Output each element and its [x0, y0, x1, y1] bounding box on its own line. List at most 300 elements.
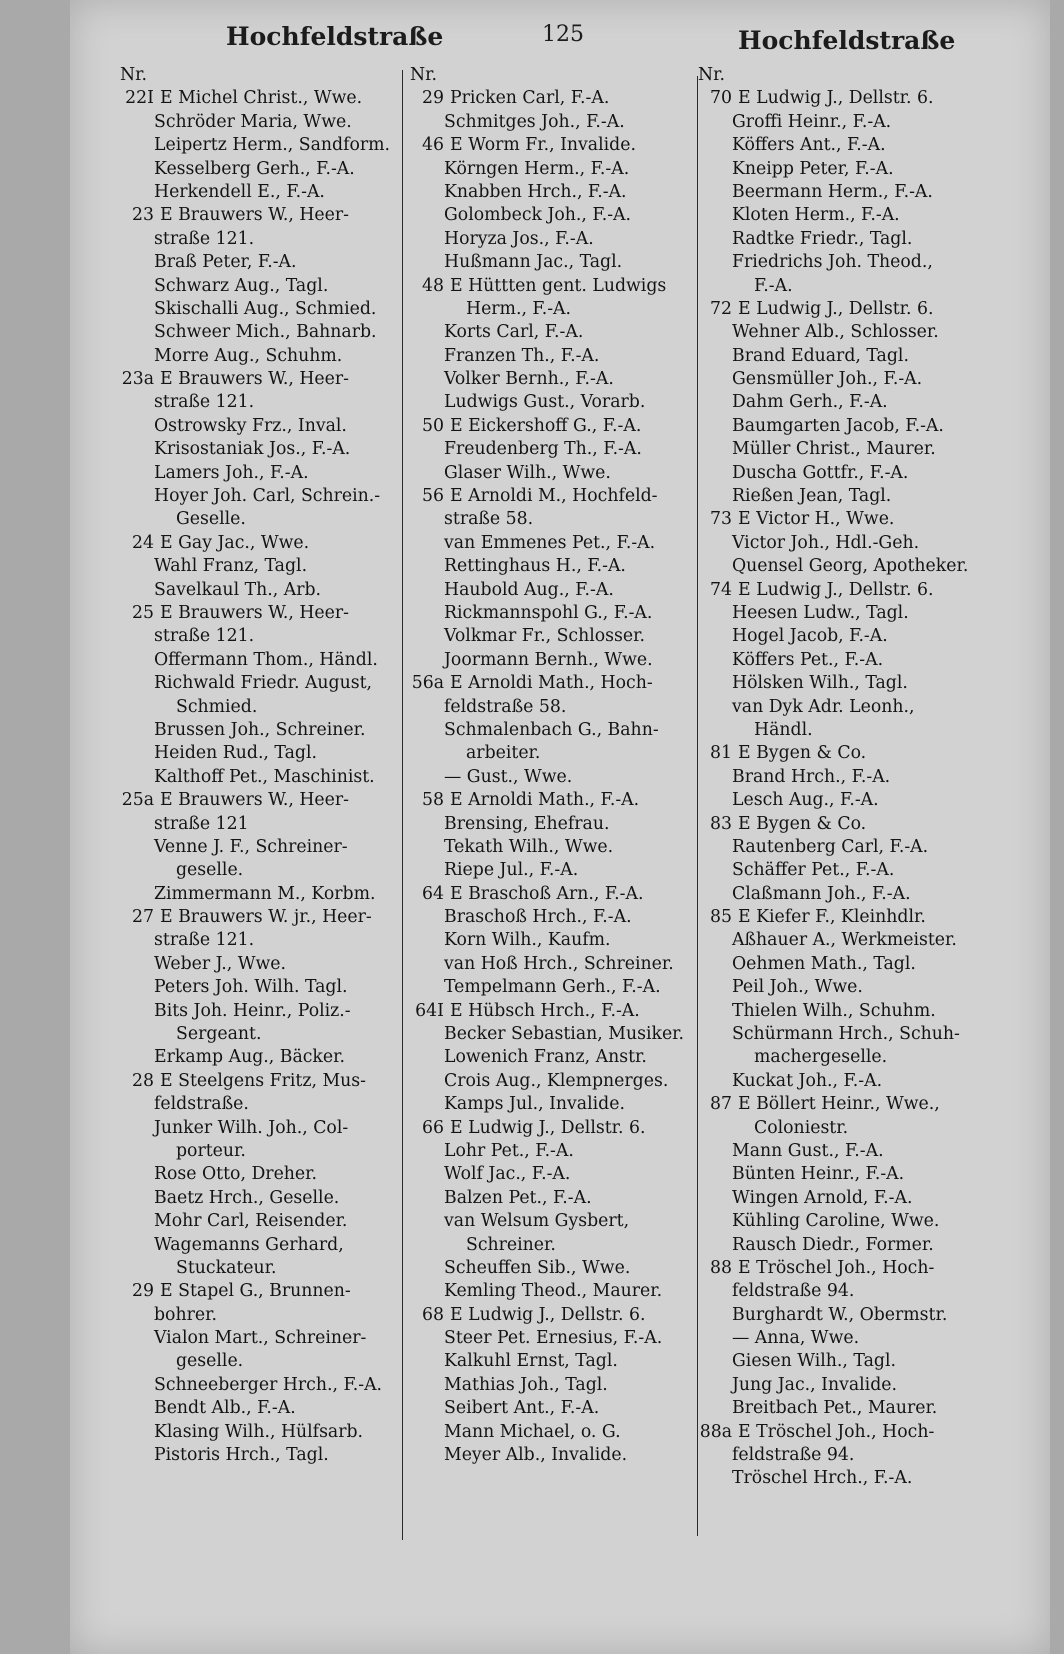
entry-text: Sergeant. [176, 1024, 262, 1045]
entry-text: straße 121. [154, 228, 255, 249]
entry-text: Leipertz Herm., Sandform. [154, 135, 391, 156]
resident-entry [404, 1210, 694, 1233]
resident-entry [692, 1187, 992, 1210]
entry-text: Kuckat Joh., F.-A. [732, 1070, 883, 1091]
resident-entry [404, 625, 694, 648]
entry-text: Baumgarten Jacob, F.-A. [732, 415, 944, 436]
entry-text: straße 121. [154, 930, 255, 951]
house-number: 88 [710, 1257, 732, 1278]
house-number: 56a [411, 673, 444, 694]
entry-text: Steer Pet. Ernesius, F.-A. [444, 1328, 663, 1349]
resident-entry [404, 368, 694, 391]
entry-text: Schmied. [176, 696, 258, 717]
entry-text: Burghardt W., Obermstr. [732, 1304, 948, 1325]
entry-text: Rickmannspohl G., F.-A. [444, 602, 653, 623]
resident-entry [404, 158, 694, 181]
resident-entry [404, 508, 694, 531]
entry-text: Joormann Bernh., Wwe. [444, 649, 653, 670]
entry-text: Oehmen Math., Tagl. [732, 953, 916, 974]
resident-entry [114, 883, 414, 906]
house-number: 29 [422, 88, 444, 109]
house-number: 24 [132, 532, 154, 553]
resident-entry [692, 953, 992, 976]
resident-entry [404, 298, 694, 321]
entry-text: Mann Gust., F.-A. [732, 1140, 884, 1161]
resident-entry [404, 532, 694, 555]
entry-text: E Brauwers W., Heer- [160, 369, 349, 390]
resident-entry [114, 1117, 414, 1140]
entry-text: Wahl Franz, Tagl. [154, 556, 308, 577]
entry-text: Körngen Herm., F.-A. [444, 158, 630, 179]
resident-entry [404, 1350, 694, 1373]
resident-entry [692, 1023, 992, 1046]
entry-text: E Steelgens Fritz, Mus- [160, 1070, 366, 1091]
house-entry [114, 1070, 414, 1093]
house-entry [692, 1093, 992, 1116]
house-number: 74 [710, 579, 732, 600]
resident-entry [692, 1374, 992, 1397]
entry-text: Zimmermann M., Korbm. [154, 883, 376, 904]
entry-text: Stuckateur. [176, 1257, 277, 1278]
resident-entry [692, 1000, 992, 1023]
entry-text: Dahm Gerh., F.-A. [732, 392, 888, 413]
entry-text: Balzen Pet., F.-A. [444, 1187, 592, 1208]
resident-entry [404, 976, 694, 999]
house-entry [114, 368, 414, 391]
resident-entry [114, 345, 414, 368]
house-number: 72 [710, 298, 732, 319]
resident-entry [404, 251, 694, 274]
page-number: 125 [542, 22, 584, 47]
entry-text: machergeselle. [754, 1047, 888, 1068]
resident-entry [404, 1093, 694, 1116]
entry-text: porteur. [176, 1140, 246, 1161]
entry-text: Lamers Joh., F.-A. [154, 462, 309, 483]
resident-entry [404, 1327, 694, 1350]
resident-entry [692, 1070, 992, 1093]
entry-text: E Michel Christ., Wwe. [160, 88, 363, 109]
resident-entry [404, 953, 694, 976]
entry-text: E Brauwers W., Heer- [160, 602, 349, 623]
resident-entry [404, 1257, 694, 1280]
entry-text: Breitbach Pet., Maurer. [732, 1398, 938, 1419]
entry-text: Mohr Carl, Reisender. [154, 1211, 348, 1232]
resident-entry [404, 766, 694, 789]
resident-entry [114, 1140, 414, 1163]
entry-text: E Hüttten gent. Ludwigs [450, 275, 667, 296]
house-entry [692, 813, 992, 836]
resident-entry [114, 1046, 414, 1069]
resident-entry [114, 462, 414, 485]
entry-text: Knabben Hrch., F.-A. [444, 181, 627, 202]
resident-entry [404, 1374, 694, 1397]
header-street-right: Hochfeldstraße [738, 26, 956, 55]
entry-text: Pistoris Hrch., Tagl. [154, 1445, 329, 1466]
entry-text: Friedrichs Joh. Theod., [732, 252, 933, 273]
entry-text: Bendt Alb., F.-A. [154, 1398, 296, 1419]
resident-entry [404, 579, 694, 602]
house-number: 58 [422, 790, 444, 811]
resident-entry [692, 1304, 992, 1327]
resident-entry [404, 462, 694, 485]
entry-text: F.-A. [754, 275, 793, 296]
resident-entry [692, 345, 992, 368]
house-entry [692, 508, 992, 531]
house-entry [114, 1280, 414, 1303]
house-number: 88a [699, 1421, 732, 1442]
house-entry [404, 485, 694, 508]
entry-text: Rausch Diedr., Former. [732, 1234, 934, 1255]
entry-text: Groffi Heinr., F.-A. [732, 111, 892, 132]
entry-text: E Ludwig J., Dellstr. 6. [738, 88, 934, 109]
resident-entry [692, 766, 992, 789]
column-3 [692, 64, 992, 1491]
entry-text: Gensmüller Joh., F.-A. [732, 369, 923, 390]
entry-text: Kalthoff Pet., Maschinist. [154, 766, 375, 787]
resident-entry [692, 1140, 992, 1163]
entry-text: Horyza Jos., F.-A. [444, 228, 594, 249]
entry-text: Riepe Jul., F.-A. [444, 860, 579, 881]
house-number: 64I [415, 1000, 444, 1021]
resident-entry [114, 813, 414, 836]
resident-entry [404, 1046, 694, 1069]
entry-text: Aßhauer A., Werkmeister. [732, 930, 957, 951]
resident-entry [114, 766, 414, 789]
header-street-left: Hochfeldstraße [226, 22, 444, 51]
resident-entry [404, 438, 694, 461]
entry-text: Jung Jac., Invalide. [732, 1374, 897, 1395]
resident-entry [692, 391, 992, 414]
resident-entry [692, 1350, 992, 1373]
entry-text: Wingen Arnold, F.-A. [732, 1187, 913, 1208]
resident-entry [692, 1234, 992, 1257]
resident-entry [692, 1210, 992, 1233]
resident-entry [114, 649, 414, 672]
house-number: 83 [710, 813, 732, 834]
house-number: 64 [422, 883, 444, 904]
entry-text: geselle. [176, 1351, 244, 1372]
resident-entry [692, 181, 992, 204]
entry-text: bohrer. [154, 1304, 217, 1325]
entry-text: Schweer Mich., Bahnarb. [154, 322, 377, 343]
resident-entry [114, 251, 414, 274]
resident-entry [404, 555, 694, 578]
entry-text: Rautenberg Carl, F.-A. [732, 836, 929, 857]
entry-text: E Braschoß Arn., F.-A. [450, 883, 644, 904]
entry-text: E Victor H., Wwe. [738, 509, 895, 530]
house-number: 23 [132, 205, 154, 226]
resident-entry [692, 672, 992, 695]
resident-entry [114, 298, 414, 321]
house-number: 48 [422, 275, 444, 296]
resident-entry [404, 1280, 694, 1303]
house-entry [114, 87, 414, 110]
house-number: 73 [710, 509, 732, 530]
resident-entry [404, 391, 694, 414]
resident-entry [692, 251, 992, 274]
entry-text: Hoyer Joh. Carl, Schrein.- [154, 486, 381, 507]
resident-entry [692, 976, 992, 999]
resident-entry [114, 134, 414, 157]
entry-text: E Brauwers W., Heer- [160, 790, 349, 811]
resident-entry [692, 134, 992, 157]
resident-entry [114, 859, 414, 882]
entry-text: Scheuffen Sib., Wwe. [444, 1257, 631, 1278]
entry-text: E Arnoldi Math., F.-A. [450, 790, 640, 811]
resident-entry [404, 859, 694, 882]
entry-text: Tröschel Hrch., F.-A. [732, 1468, 913, 1489]
house-entry [404, 672, 694, 695]
entry-text: Kalkuhl Ernst, Tagl. [444, 1351, 618, 1372]
entry-text: E Ludwig J., Dellstr. 6. [450, 1117, 646, 1138]
resident-entry [404, 1163, 694, 1186]
house-number: 87 [710, 1094, 732, 1115]
entry-text: Braß Peter, F.-A. [154, 252, 297, 273]
entry-text: Coloniestr. [754, 1117, 849, 1138]
entry-text: straße 121. [154, 626, 255, 647]
entry-text: Klasing Wilh., Hülfsarb. [154, 1421, 364, 1442]
resident-entry [692, 485, 992, 508]
resident-entry [114, 438, 414, 461]
resident-entry [114, 1163, 414, 1186]
resident-entry [692, 1280, 992, 1303]
entry-text: van Emmenes Pet., F.-A. [444, 532, 656, 553]
resident-entry [114, 158, 414, 181]
entry-text: Hußmann Jac., Tagl. [444, 252, 623, 273]
house-entry [404, 1304, 694, 1327]
resident-entry [692, 1046, 992, 1069]
resident-entry [404, 1444, 694, 1467]
entry-text: E Worm Fr., Invalide. [450, 135, 636, 156]
resident-entry [114, 696, 414, 719]
house-entry [404, 415, 694, 438]
entry-text: geselle. [176, 860, 244, 881]
entry-text: Morre Aug., Schuhm. [154, 345, 343, 366]
entry-text: straße 121 [154, 813, 249, 834]
house-number: 29 [132, 1281, 154, 1302]
resident-entry [692, 368, 992, 391]
entry-text: E Kiefer F., Kleinhdlr. [738, 907, 926, 928]
resident-entry [404, 1234, 694, 1257]
house-number: 68 [422, 1304, 444, 1325]
resident-entry [692, 1444, 992, 1467]
entry-text: Meyer Alb., Invalide. [444, 1445, 628, 1466]
entry-text: Geselle. [176, 509, 246, 530]
entry-text: feldstraße 58. [444, 696, 567, 717]
resident-entry [114, 1023, 414, 1046]
entry-text: Savelkaul Th., Arb. [154, 579, 322, 600]
resident-entry [404, 742, 694, 765]
entry-text: Weber J., Wwe. [154, 953, 286, 974]
resident-entry [114, 415, 414, 438]
entry-text: van Hoß Hrch., Schreiner. [444, 953, 674, 974]
house-number: 23a [121, 369, 154, 390]
entry-text: Kneipp Peter, F.-A. [732, 158, 894, 179]
entry-text: Crois Aug., Klempnerges. [444, 1070, 669, 1091]
resident-entry [692, 625, 992, 648]
house-number: 28 [132, 1070, 154, 1091]
house-entry [114, 532, 414, 555]
entry-text: feldstraße 94. [732, 1445, 855, 1466]
entry-text: Volker Bernh., F.-A. [444, 369, 614, 390]
resident-entry [114, 1327, 414, 1350]
resident-entry [404, 181, 694, 204]
resident-entry [692, 929, 992, 952]
entry-text: Herm., F.-A. [466, 298, 572, 319]
resident-entry [114, 228, 414, 251]
entry-text: Rießen Jean, Tagl. [732, 486, 892, 507]
house-entry [114, 602, 414, 625]
directory-page [70, 0, 1050, 1654]
entry-text: Offermann Thom., Händl. [154, 649, 378, 670]
entry-text: E Bygen & Co. [738, 813, 867, 834]
entry-text: Brussen Joh., Schreiner. [154, 719, 366, 740]
entry-text: Baetz Hrch., Geselle. [154, 1187, 340, 1208]
entry-text: Schneeberger Hrch., F.-A. [154, 1374, 383, 1395]
entry-text: Seibert Ant., F.-A. [444, 1398, 600, 1419]
house-entry [692, 906, 992, 929]
resident-entry [114, 1397, 414, 1420]
entry-text: Wehner Alb., Schlosser. [732, 322, 939, 343]
entry-text: Schmitges Joh., F.-A. [444, 111, 625, 132]
house-entry [114, 789, 414, 812]
entry-text: E Ludwig J., Dellstr. 6. [738, 298, 934, 319]
resident-entry [692, 204, 992, 227]
resident-entry [404, 929, 694, 952]
house-number: 56 [422, 486, 444, 507]
entry-text: Beermann Herm., F.-A. [732, 181, 933, 202]
resident-entry [114, 579, 414, 602]
entry-text: Kesselberg Gerh., F.-A. [154, 158, 355, 179]
entry-text: Junker Wilh. Joh., Col- [154, 1117, 349, 1138]
entry-text: straße 58. [444, 509, 534, 530]
entry-text: Venne J. F., Schreiner- [154, 836, 348, 857]
resident-entry [114, 742, 414, 765]
entry-text: Korts Carl, F.-A. [444, 322, 584, 343]
resident-entry [114, 1000, 414, 1023]
resident-entry [404, 836, 694, 859]
resident-entry [114, 508, 414, 531]
entry-text: feldstraße. [154, 1094, 249, 1115]
entry-text: Schürmann Hrch., Schuh- [732, 1024, 960, 1045]
resident-entry [114, 929, 414, 952]
column-nr-label: Nr. [698, 65, 725, 85]
resident-entry [692, 532, 992, 555]
house-number: 25a [121, 790, 154, 811]
house-number: 50 [422, 415, 444, 436]
entry-text: Schmalenbach G., Bahn- [444, 719, 659, 740]
resident-entry [404, 602, 694, 625]
entry-text: Skischalli Aug., Schmied. [154, 298, 377, 319]
resident-entry [692, 462, 992, 485]
entry-text: Ludwigs Gust., Vorarb. [444, 392, 646, 413]
resident-entry [114, 1257, 414, 1280]
resident-entry [114, 321, 414, 344]
resident-entry [114, 1210, 414, 1233]
resident-entry [114, 1374, 414, 1397]
resident-entry [692, 602, 992, 625]
entry-text: Franzen Th., F.-A. [444, 345, 600, 366]
resident-entry [692, 1467, 992, 1490]
entry-text: Brensing, Ehefrau. [444, 813, 610, 834]
column-1 [114, 64, 414, 1467]
entry-text: Glaser Wilh., Wwe. [444, 462, 611, 483]
entry-text: Quensel Georg, Apotheker. [732, 556, 969, 577]
entry-text: E Böllert Heinr., Wwe., [738, 1094, 940, 1115]
entry-text: Radtke Friedr., Tagl. [732, 228, 913, 249]
entry-text: Claßmann Joh., F.-A. [732, 883, 911, 904]
entry-text: Becker Sebastian, Musiker. [444, 1024, 685, 1045]
entry-text: Ostrowsky Frz., Inval. [154, 415, 347, 436]
entry-text: E Eickershoff G., F.-A. [450, 415, 642, 436]
column-nr-label: Nr. [410, 65, 437, 85]
resident-entry [404, 1421, 694, 1444]
entry-text: Krisostaniak Jos., F.-A. [154, 439, 351, 460]
entry-text: Volkmar Fr., Schlosser. [444, 626, 645, 647]
resident-entry [692, 321, 992, 344]
entry-text: van Welsum Gysbert, [444, 1211, 630, 1232]
entry-text: Lowenich Franz, Anstr. [444, 1047, 647, 1068]
resident-entry [692, 1163, 992, 1186]
resident-entry [404, 1070, 694, 1093]
entry-text: Peil Joh., Wwe. [732, 977, 863, 998]
house-entry [404, 789, 694, 812]
page-header [70, 22, 1050, 62]
resident-entry [404, 649, 694, 672]
house-number: 46 [422, 135, 444, 156]
house-entry [404, 134, 694, 157]
resident-entry [404, 696, 694, 719]
resident-entry [114, 976, 414, 999]
resident-entry [404, 204, 694, 227]
house-entry [404, 275, 694, 298]
entry-text: Bünten Heinr., F.-A. [732, 1164, 905, 1185]
resident-entry [114, 625, 414, 648]
resident-entry [692, 719, 992, 742]
entry-text: Peters Joh. Wilh. Tagl. [154, 977, 348, 998]
house-entry [692, 579, 992, 602]
resident-entry [114, 672, 414, 695]
entry-text: E Arnoldi Math., Hoch- [450, 673, 653, 694]
entry-text: Müller Christ., Maurer. [732, 439, 936, 460]
entry-text: Mann Michael, o. G. [444, 1421, 621, 1442]
resident-entry [114, 1421, 414, 1444]
entry-text: van Dyk Adr. Leonh., [732, 696, 915, 717]
entry-text: arbeiter. [466, 743, 541, 764]
entry-text: Thielen Wilh., Schuhm. [732, 1000, 936, 1021]
entry-text: Brand Eduard, Tagl. [732, 345, 909, 366]
resident-entry [404, 1187, 694, 1210]
resident-entry [692, 649, 992, 672]
resident-entry [404, 906, 694, 929]
entry-text: Kemling Theod., Maurer. [444, 1281, 663, 1302]
entry-text: Kamps Jul., Invalide. [444, 1094, 625, 1115]
resident-entry [404, 1023, 694, 1046]
house-entry [692, 1421, 992, 1444]
entry-text: Brand Hrch., F.-A. [732, 766, 891, 787]
entry-text: Duscha Gottfr., F.-A. [732, 462, 909, 483]
entry-text: E Tröschel Joh., Hoch- [738, 1257, 935, 1278]
resident-entry [114, 1234, 414, 1257]
entry-text: Heesen Ludw., Tagl. [732, 602, 909, 623]
resident-entry [692, 1327, 992, 1350]
entry-text: Lesch Aug., F.-A. [732, 790, 879, 811]
entry-text: E Brauwers W. jr., Heer- [160, 907, 372, 928]
house-entry [114, 906, 414, 929]
resident-entry [404, 1140, 694, 1163]
entry-text: Heiden Rud., Tagl. [154, 743, 317, 764]
entry-text: Hölsken Wilh., Tagl. [732, 673, 908, 694]
